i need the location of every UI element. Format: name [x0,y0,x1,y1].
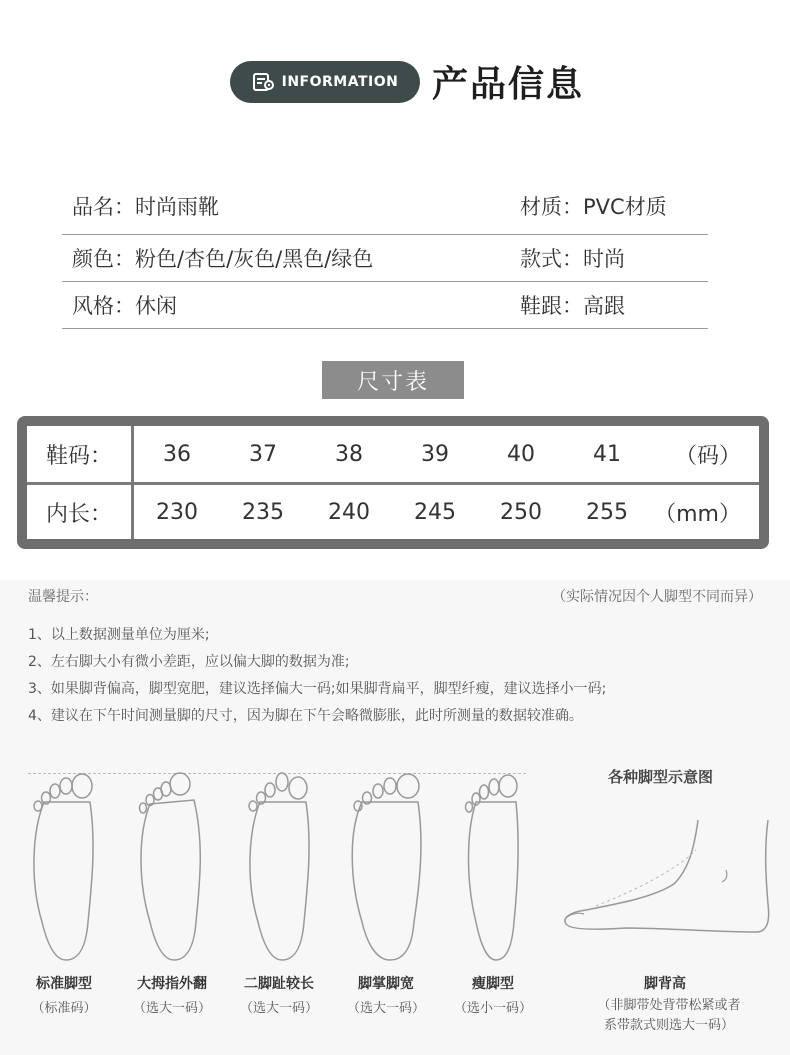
foot-type-name: 瘦脚型 [472,976,514,992]
size-cell: 230 [156,499,198,525]
size-unit: （码） [674,443,741,469]
size-cell: 255 [586,499,628,525]
tips-note: （实际情况因个人脚型不同而异） [552,589,762,605]
size-row-head: 鞋码： [27,426,134,482]
tips-list [28,622,606,730]
size-cell: 36 [163,441,191,467]
information-badge [230,61,420,103]
section-header [230,56,584,107]
size-cell: 235 [242,499,284,525]
info-name: 品名：时尚雨靴 [72,195,219,219]
foot-type-name: 脚掌脚宽 [358,976,414,992]
foot-type-advice: （选大一码） [346,1001,425,1016]
tips-panel [0,580,790,1055]
foot-type-advice: （选大一码） [132,1001,211,1016]
size-row-shoe-size [27,426,759,482]
footprint-icon [132,772,212,967]
info-color: 颜色：粉色/杏色/灰色/黑色/绿色 [72,247,374,271]
info-heel: 鞋跟：高跟 [520,294,625,318]
footprint-icon [456,772,532,967]
info-genre: 风格：休闲 [72,294,177,318]
size-row-inner-length [27,482,759,539]
information-label: INFORMATION [281,73,399,90]
size-cell: 38 [335,441,363,467]
footprint-icon [24,772,104,967]
size-cell: 245 [414,499,456,525]
info-style: 款式：时尚 [520,247,625,271]
size-cell: 41 [593,441,621,467]
size-table-inner [27,426,759,539]
foot-type-name: 大拇指外翻 [137,976,207,992]
size-cell: 250 [500,499,542,525]
size-cell: 240 [328,499,370,525]
tip-item: 4、建议在下午时间测量脚的尺寸，因为脚在下午会略微膨胀，此时所测量的数据较准确。 [28,708,583,724]
info-row [62,282,708,329]
foot-side-icon [556,810,776,940]
foot-type-name: 脚背高 [644,976,686,992]
foot-types-title: 各种脚型示意图 [608,768,714,786]
foot-type-advice: （选小一码） [453,1001,532,1016]
foot-type-name: 标准脚型 [36,976,92,992]
info-row [62,178,708,235]
footprint-icon [240,772,320,967]
product-info-table [62,178,708,329]
info-row [62,235,708,282]
size-table [17,416,769,549]
foot-type-advice: （标准码） [31,1001,97,1016]
size-unit: （mm） [654,501,741,527]
size-chart-label: 尺寸表 [322,361,464,399]
page-title: 产品信息 [432,64,585,105]
foot-type-advice [584,996,754,1036]
size-row-head: 内长： [27,485,134,539]
size-cell: 37 [249,441,277,467]
tip-item: 1、以上数据测量单位为厘米; [28,627,210,643]
document-gear-icon [252,72,276,92]
footprint-icon [346,772,430,967]
foot-type-advice-line: 系带款式则选大一码） [603,1018,734,1033]
foot-type-advice: （选大一码） [239,1001,318,1016]
foot-type-name: 二脚趾较长 [244,976,314,992]
info-material: 材质：PVC材质 [520,195,667,219]
tips-title: 温馨提示： [28,589,98,605]
foot-type-advice-line: （非脚带处背带松紧或者 [597,998,741,1013]
tip-item: 3、如果脚背偏高，脚型宽肥，建议选择偏大一码;如果脚背扁平，脚型纤瘦，建议选择小一码; [28,681,607,697]
size-cell: 39 [421,441,449,467]
tip-item: 2、左右脚大小有微小差距，应以偏大脚的数据为准; [28,654,350,670]
size-cell: 40 [507,441,535,467]
